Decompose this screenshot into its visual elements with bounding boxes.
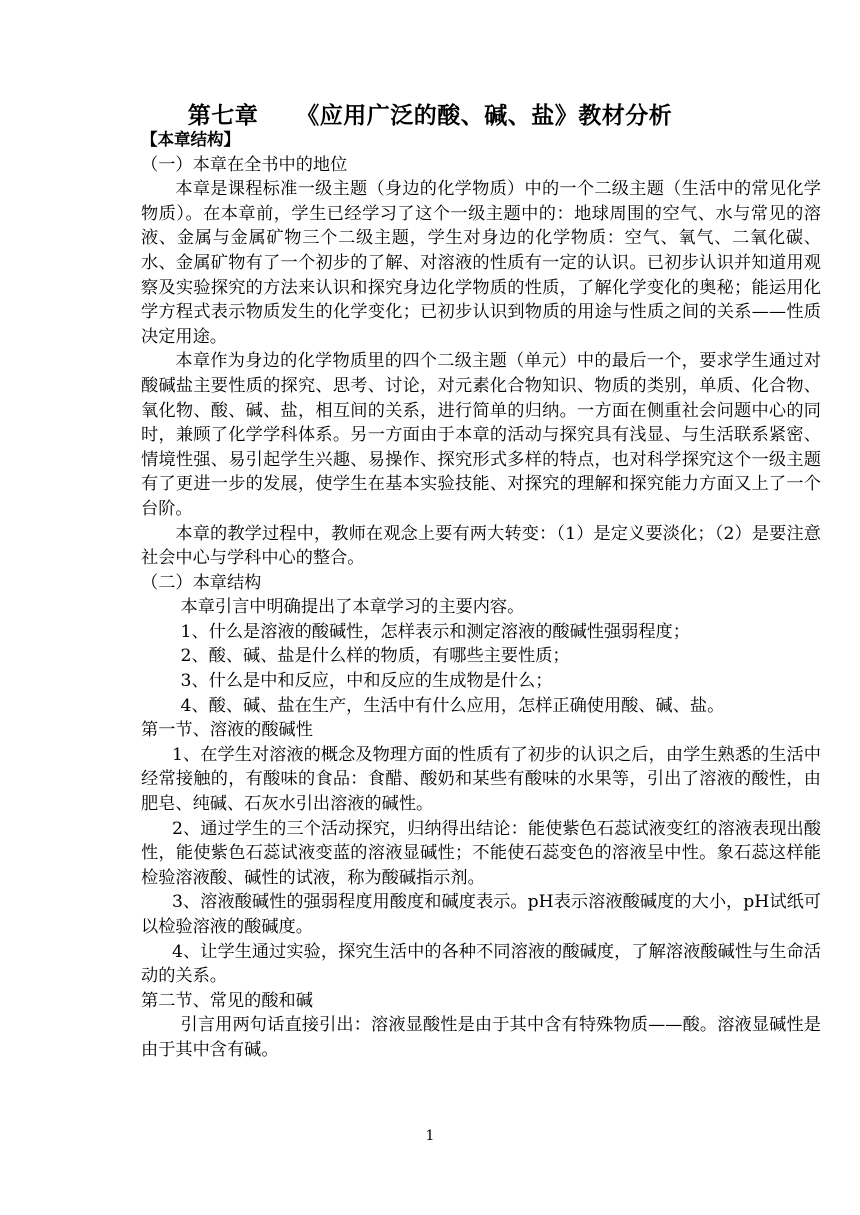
list-item: 4、酸、碱、盐在生产，生活中有什么应用，怎样正确使用酸、碱、盐。 bbox=[180, 695, 725, 716]
paragraph: 本章是课程标准一级主题（身边的化学物质）中的一个二级主题（生活中的常见化学物质）。在本章前，学生已经学习了这个一级主题中的：地球周围的空气、水与常见的溶液、金属与金属矿物三个二级主题，学生对身边的化学物质：空气、氧气、二氧化碳、水、金属矿物有了一个初步的了解、对溶液的性质有一定的认识。已初步认识并知道用观察及实验探究的方法来认识和探究身边化学物质的性质，了解化学变化的奥秘；能运用化学方程式表示物质发生的化学变化；已初步认识到物质的用途与性质之间的关系——性质决定用途。 bbox=[141, 179, 821, 347]
document-body bbox=[141, 128, 821, 1063]
part2-heading: （二）本章结构 bbox=[141, 572, 262, 593]
document-title bbox=[0, 97, 860, 130]
paragraph: 本章作为身边的化学物质里的四个二级主题（单元）中的最后一个，要求学生通过对酸碱盐主要性质的探究、思考、讨论，对元素化合物知识、物质的类别，单质、化合物、氧化物、酸、碱、盐，相互间的关系，进行简单的归纳。一方面在侧重社会问题中心的同时，兼顾了化学学科体系。另一方面由于本章的活动与探究具有浅显、与生活联系紧密、情境性强、易引起学生兴趣、易操作、探究形式多样的特点，也对科学探究这个一级主题有了更进一步的发展，使学生在基本实验技能、对探究的理解和探究能力方面又上了一个台阶。 bbox=[141, 351, 821, 519]
list-item: 1、什么是溶液的酸碱性，怎样表示和测定溶液的酸碱性强弱程度； bbox=[180, 621, 690, 642]
chapter-name: 《应用广泛的酸、碱、盐》教材分析 bbox=[296, 103, 673, 129]
paragraph: 本章的教学过程中，教师在观念上要有两大转变：（1）是定义要淡化；（2）是要注意社会中心与学科中心的整合。 bbox=[141, 523, 821, 569]
chapter-label: 第七章 bbox=[187, 103, 259, 129]
page-number: 1 bbox=[425, 1128, 435, 1144]
paragraph: 1、在学生对溶液的概念及物理方面的性质有了初步的认识之后，由学生熟悉的生活中经常接触的，有酸味的食品：食醋、酸奶和某些有酸味的水果等，引出了溶液的酸性，由肥皂、纯碱、石灰水引出溶液的碱性。 bbox=[141, 744, 821, 815]
paragraph: 3、溶液酸碱性的强弱程度用酸度和碱度表示。pH表示溶液酸碱度的大小，pH试纸可以检验溶液的酸碱度。 bbox=[141, 892, 821, 937]
list-item: 2、酸、碱、盐是什么样的物质，有哪些主要性质； bbox=[180, 646, 570, 667]
section1-heading: 第一节、溶液的酸碱性 bbox=[141, 720, 313, 741]
paragraph: 引言用两句话直接引出：溶液显酸性是由于其中含有特殊物质——酸。溶液显碱性是由于其中含有碱。 bbox=[141, 1015, 821, 1060]
section2-heading: 第二节、常见的酸和碱 bbox=[141, 990, 313, 1011]
paragraph: 本章引言中明确提出了本章学习的主要内容。 bbox=[180, 597, 525, 618]
paragraph: 4、让学生通过实验，探究生活中的各种不同溶液的酸碱度，了解溶液酸碱性与生命活动的关系。 bbox=[141, 941, 821, 987]
section-heading: 【本章结构】 bbox=[141, 130, 240, 149]
paragraph: 2、通过学生的三个活动探究，归纳得出结论：能使紫色石蕊试液变红的溶液表现出酸性，能使紫色石蕊试液变蓝的溶液显碱性；不能使石蕊变色的溶液呈中性。象石蕊这样能检验溶液酸、碱性的试液，称为酸碱指示剂。 bbox=[141, 818, 821, 888]
list-item: 3、什么是中和反应，中和反应的生成物是什么； bbox=[180, 671, 553, 692]
part1-heading: （一）本章在全书中的地位 bbox=[141, 154, 348, 175]
